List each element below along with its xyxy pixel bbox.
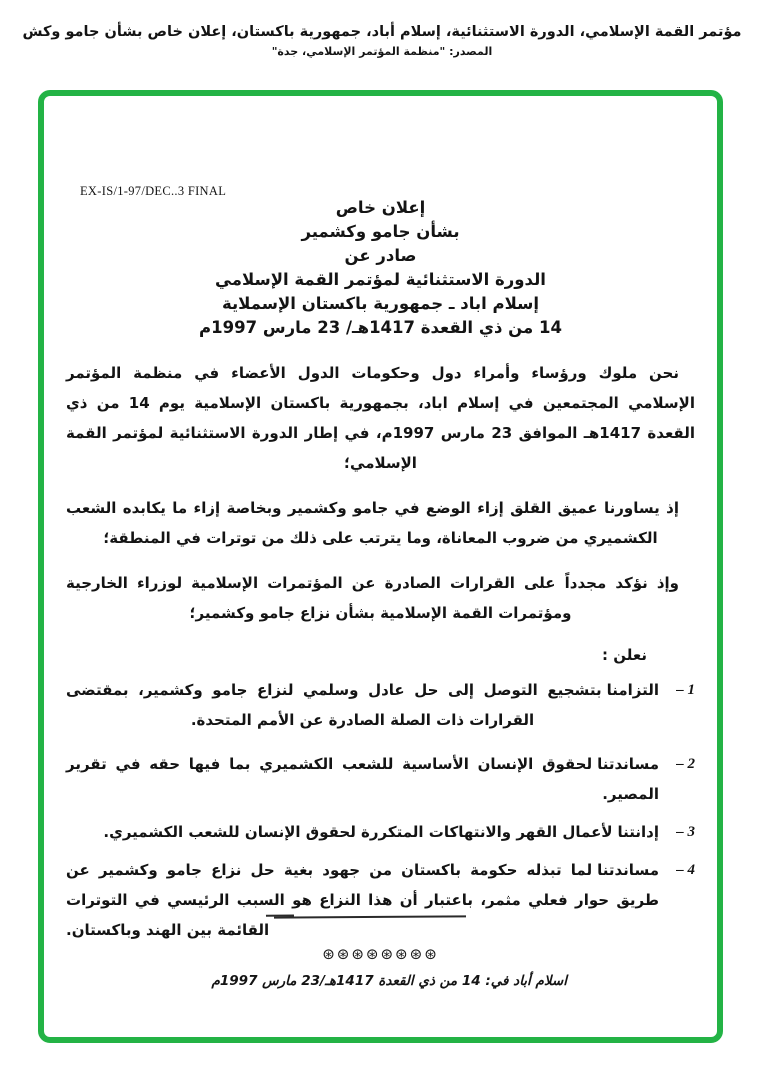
header-source-line: المصدر: "منظمة المؤتمر الإسلامي، جدة" [271,45,493,58]
body-paragraph: إذ يساورنا عميق القلق إزاء الوضع في جامو وكشمير وبخاصة إزاء ما يكابده الشعب الكشميري من ضروب المعاناة، وما يترتب على ذلك من توترات في المنطقة؛ [66,499,679,547]
list-item-lead: مساندتنا [597,755,659,773]
header-title-line: مؤتمر القمة الإسلامي، الدورة الاستثنائية، إسلام أباد، جمهورية باكستان، إعلان خاص بشأن جامو وكش [22,24,742,40]
list-item-lead: إدانتنا [617,823,659,841]
page-header [0,24,764,58]
document-content [44,196,717,989]
list-item-body: لما تبذله حكومة باكستان من جهود بغية حل نزاع جامو وكشمير عن طريق حوار فعلي مثمر، باعتبار أن هذا النزاع هو السبب الرئيسي في التوترات القائمة بين الهند وباكستان. [66,861,659,939]
list-item-number: 2 – [676,756,695,772]
title-line-5: إسلام اباد ـ جمهورية باكستان الإسملاية [221,294,540,313]
list-item-number: 4 – [676,862,695,878]
list-item [66,749,695,809]
footer-date-line: اسلام أباد في: 14 من ذي القعدة 1417هـ/23 مارس 1997م [211,973,567,989]
list-item-text [66,855,659,945]
title-line-6: 14 من ذي القعدة 1417هـ/ 23 مارس 1997م [199,318,562,337]
list-item [66,855,695,945]
list-item-text [66,675,659,735]
body-paragraph: نحن ملوك ورؤساء وأمراء دول وحكومات الدول الأعضاء في منظمة المؤتمر الإسلامي المجتمعين في إسلام اباد، بجمهورية باكستان الإسلامية يوم 14 من ذي القعدة 1417هـ الموافق 23 مارس 1997م، في إطار الدورة الاستثنائية لمؤتمر القمة الإسلامي؛ [66,364,695,472]
list-item-text [66,749,659,809]
document-reference-code: EX-IS/1-97/DEC..3 FINAL [80,184,227,198]
list-item-lead: التزامنا [606,681,659,699]
list-item-lead: مساندتنا [597,861,659,879]
list-item-body: لحقوق الإنسان الأساسية للشعب الكشميري بما فيها حقه في تقرير المصير. [66,755,659,803]
list-item [66,817,695,847]
list-item-body: لأعمال القهر والانتهاكات المتكررة لحقوق الإنسان للشعب الكشميري. [103,823,613,841]
list-item-text [66,817,659,847]
list-item [66,675,695,735]
title-line-2: بشأن جامو وكشمير [301,222,460,241]
separator-ornament: ⊛⊛⊛⊛⊛⊛⊛⊛ [322,945,439,963]
list-item-body: بتشجيع التوصل إلى حل عادل وسلمي لنزاع جامو وكشمير، بمقتضى القرارات ذات الصلة الصادرة عن الأمم المتحدة. [66,681,602,729]
title-line-3: صادر عن [344,246,417,265]
body-paragraph: وإذ نؤكد مجدداً على القرارات الصادرة عن المؤتمرات الإسلامية لوزراء الخارجية ومؤتمرات القمة الإسلامية بشأن نزاع جامو وكشمير؛ [66,574,679,622]
declare-label: نعلن : [602,646,647,664]
list-item-number: 3 – [676,824,695,840]
list-item-number: 1 – [676,682,695,698]
title-line-4: الدورة الاستثنائية لمؤتمر القمة الإسلامي [215,270,546,289]
title-line-1: إعلان خاص [335,198,426,217]
document-title-block [66,196,695,340]
document-border [38,90,723,1043]
